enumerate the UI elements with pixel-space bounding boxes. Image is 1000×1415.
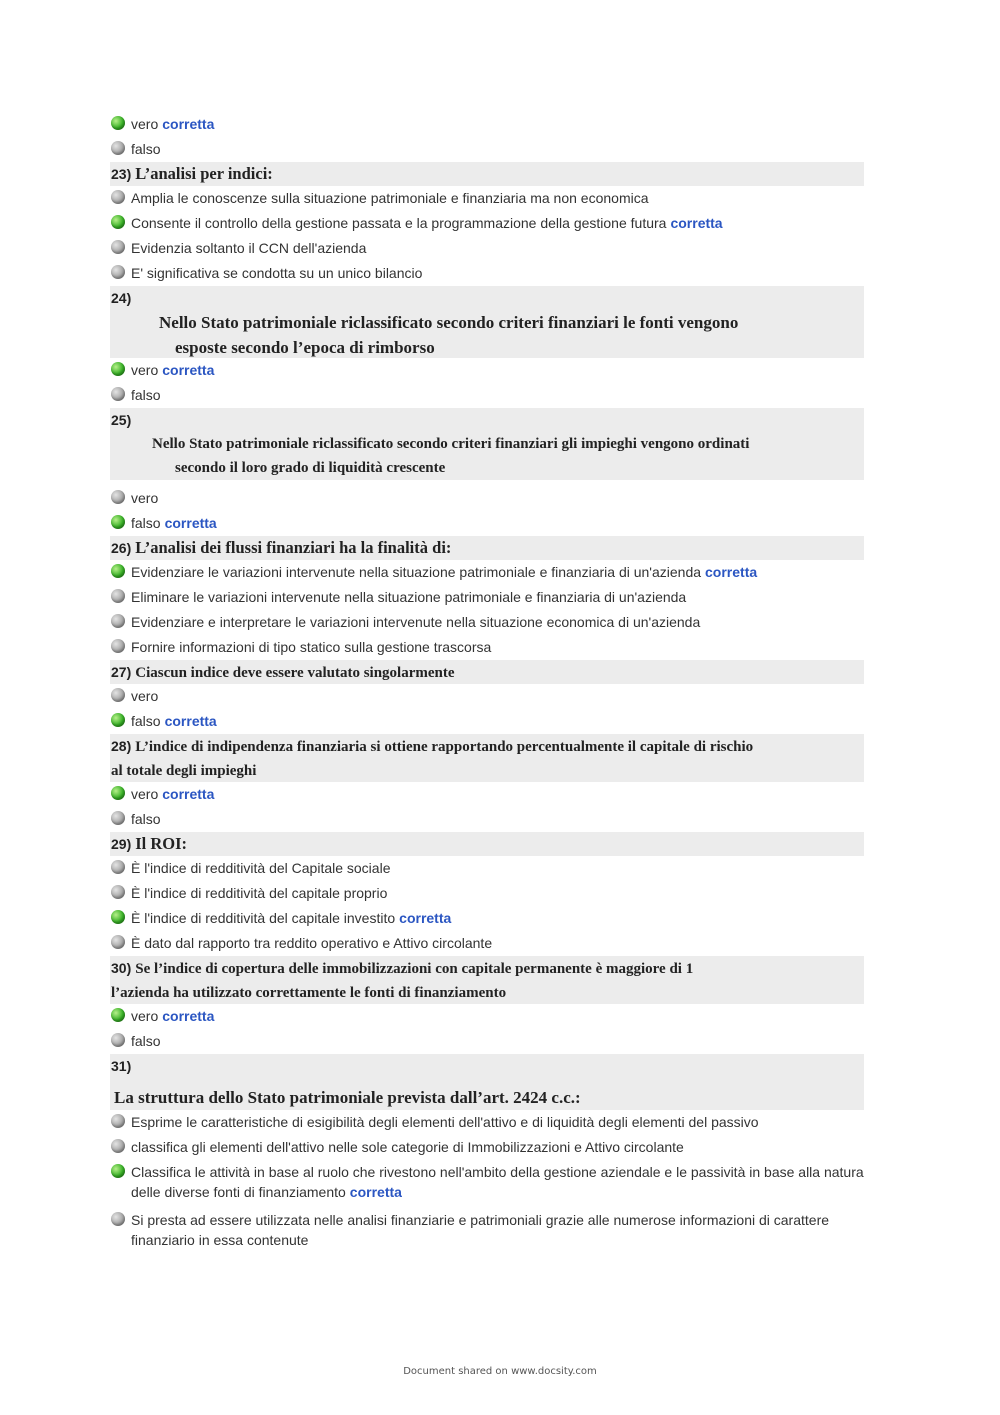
answer-text: vero corretta [131, 786, 215, 802]
question-25-answers [110, 486, 864, 536]
answer-option[interactable] [110, 236, 864, 261]
correct-label: corretta [162, 786, 215, 802]
correct-radio-icon[interactable] [111, 215, 125, 229]
correct-label: corretta [164, 515, 217, 531]
answer-text: Esprime le caratteristiche di esigibilità degli elementi dell'attivo e di liquidità degli elementi del passivo [131, 1114, 759, 1130]
question-25-number: 25) [110, 408, 864, 432]
answer-text: È dato dal rapporto tra reddito operativo e Attivo circolante [131, 935, 493, 951]
answer-text: Evidenziare e interpretare le variazioni intervenute nella situazione economica di un'azienda [131, 614, 701, 630]
radio-icon[interactable] [111, 885, 125, 899]
question-24-answers [110, 358, 864, 408]
answer-text: Evidenzia soltanto il CCN dell'azienda [131, 240, 367, 256]
radio-icon[interactable] [111, 1139, 125, 1153]
radio-icon[interactable] [111, 860, 125, 874]
answer-text: È l'indice di redditività del Capitale sociale [131, 860, 391, 876]
radio-icon[interactable] [111, 639, 125, 653]
answer-text: falso corretta [131, 515, 217, 531]
radio-icon[interactable] [111, 935, 125, 949]
correct-label: corretta [705, 564, 758, 580]
answer-text: Si presta ad essere utilizzata nelle analisi finanziarie e patrimoniali grazie alle numerose informazioni di carattere finanziario in essa contenute [131, 1212, 830, 1248]
radio-icon[interactable] [111, 490, 125, 504]
correct-label: corretta [162, 1008, 215, 1024]
answer-text: Amplia le conoscenze sulla situazione patrimoniale e finanziaria ma non economica [131, 190, 649, 206]
answer-option[interactable] [110, 511, 864, 536]
radio-icon[interactable] [111, 240, 125, 254]
question-23-answers [110, 186, 864, 286]
answer-option[interactable] [110, 112, 864, 137]
answer-option[interactable] [110, 358, 864, 383]
intro-answers [110, 112, 864, 162]
answer-option[interactable] [110, 560, 864, 585]
answer-option[interactable] [110, 782, 864, 807]
answer-option[interactable] [110, 486, 864, 511]
answer-option[interactable] [110, 1208, 864, 1256]
answer-option[interactable] [110, 931, 864, 956]
answer-text: vero corretta [131, 1008, 215, 1024]
answer-text: falso [131, 811, 161, 827]
answer-text: Eliminare le variazioni intervenute nella situazione patrimoniale e finanziaria di un'azienda [131, 589, 687, 605]
radio-icon[interactable] [111, 688, 125, 702]
answer-option[interactable] [110, 807, 864, 832]
answer-text: Evidenziare le variazioni intervenute nella situazione patrimoniale e finanziaria di un'azienda corretta [131, 564, 758, 580]
answer-option[interactable] [110, 1004, 864, 1029]
radio-icon[interactable] [111, 589, 125, 603]
question-31: La struttura dello Stato patrimoniale prevista dall’art. 2424 c.c.: [110, 1078, 864, 1110]
correct-radio-icon[interactable] [111, 910, 125, 924]
answer-option[interactable] [110, 261, 864, 286]
correct-label: corretta [399, 910, 452, 926]
correct-radio-icon[interactable] [111, 1164, 125, 1178]
question-29-answers [110, 856, 864, 956]
question-27: 27) Ciascun indice deve essere valutato singolarmente [110, 660, 864, 684]
answer-option[interactable] [110, 1029, 864, 1054]
correct-radio-icon[interactable] [111, 564, 125, 578]
correct-label: corretta [162, 116, 215, 132]
answer-option[interactable] [110, 585, 864, 610]
answer-text: falso [131, 1033, 161, 1049]
question-24: Nello Stato patrimoniale riclassificato secondo criteri finanziari le fonti vengono esposte secondo l’epoca di rimborso [110, 310, 864, 358]
quiz-content [110, 112, 864, 1256]
answer-text: falso [131, 141, 161, 157]
radio-icon[interactable] [111, 614, 125, 628]
radio-icon[interactable] [111, 1212, 125, 1226]
answer-text: falso corretta [131, 713, 217, 729]
answer-text: vero corretta [131, 116, 215, 132]
correct-radio-icon[interactable] [111, 362, 125, 376]
answer-option[interactable] [110, 137, 864, 162]
question-30: 30) Se l’indice di copertura delle immobilizzazioni con capitale permanente è maggiore di 1 l’azienda ha utilizzato correttamente le fonti di finanziamento [110, 956, 864, 1004]
question-29: 29) Il ROI: [110, 832, 864, 856]
question-26-answers [110, 560, 864, 660]
correct-label: corretta [164, 713, 217, 729]
answer-option[interactable] [110, 383, 864, 408]
correct-label: corretta [670, 215, 723, 231]
question-28: 28) L’indice di indipendenza finanziaria si ottiene rapportando percentualmente il capitale di rischio al totale degli impieghi [110, 734, 864, 782]
question-31-answers [110, 1110, 864, 1256]
question-24-number: 24) [110, 286, 864, 310]
answer-text: E' significativa se condotta su un unico bilancio [131, 265, 423, 281]
question-26: 26) L’analisi dei flussi finanziari ha la finalità di: [110, 536, 864, 560]
correct-label: corretta [349, 1184, 402, 1200]
answer-option[interactable] [110, 186, 864, 211]
answer-text: È l'indice di redditività del capitale proprio [131, 885, 388, 901]
answer-text: Classifica le attività in base al ruolo che rivestono nell'ambito della gestione aziendale e le passività in base alla natura delle diverse fonti di finanziamento corretta [131, 1164, 864, 1200]
answer-text: Consente il controllo della gestione passata e la programmazione della gestione futura corretta [131, 215, 723, 231]
answer-text: vero corretta [131, 362, 215, 378]
correct-radio-icon[interactable] [111, 713, 125, 727]
radio-icon[interactable] [111, 1114, 125, 1128]
question-25: Nello Stato patrimoniale riclassificato secondo criteri finanziari gli impieghi vengono ordinati secondo il loro grado di liquidità crescente [110, 432, 864, 480]
question-23: 23) L’analisi per indici: [110, 162, 864, 186]
answer-option[interactable] [110, 1110, 864, 1135]
question-27-answers [110, 684, 864, 734]
answer-option[interactable] [110, 856, 864, 881]
radio-icon[interactable] [111, 141, 125, 155]
answer-option[interactable] [110, 610, 864, 635]
correct-radio-icon[interactable] [111, 786, 125, 800]
correct-radio-icon[interactable] [111, 515, 125, 529]
correct-radio-icon[interactable] [111, 1008, 125, 1022]
answer-text: vero [131, 490, 159, 506]
answer-option[interactable] [110, 1160, 864, 1208]
radio-icon[interactable] [111, 265, 125, 279]
answer-option[interactable] [110, 684, 864, 709]
answer-text: vero [131, 688, 159, 704]
answer-option[interactable] [110, 906, 864, 931]
answer-text: È l'indice di redditività del capitale investito corretta [131, 910, 452, 926]
radio-icon[interactable] [111, 1033, 125, 1047]
correct-label: corretta [162, 362, 215, 378]
answer-text: classifica gli elementi dell'attivo nelle sole categorie di Immobilizzazioni e Attivo circolante [131, 1139, 684, 1155]
answer-option[interactable] [110, 709, 864, 734]
answer-option[interactable] [110, 1135, 864, 1160]
question-31-number: 31) [110, 1054, 864, 1078]
answer-text: falso [131, 387, 161, 403]
radio-icon[interactable] [111, 190, 125, 204]
correct-radio-icon[interactable] [111, 116, 125, 130]
radio-icon[interactable] [111, 387, 125, 401]
answer-text: Fornire informazioni di tipo statico sulla gestione trascorsa [131, 639, 492, 655]
question-30-answers [110, 1004, 864, 1054]
answer-option[interactable] [110, 635, 864, 660]
footer-credit: Document shared on www.docsity.com [403, 1366, 597, 1377]
answer-option[interactable] [110, 211, 864, 236]
answer-option[interactable] [110, 881, 864, 906]
question-28-answers [110, 782, 864, 832]
radio-icon[interactable] [111, 811, 125, 825]
